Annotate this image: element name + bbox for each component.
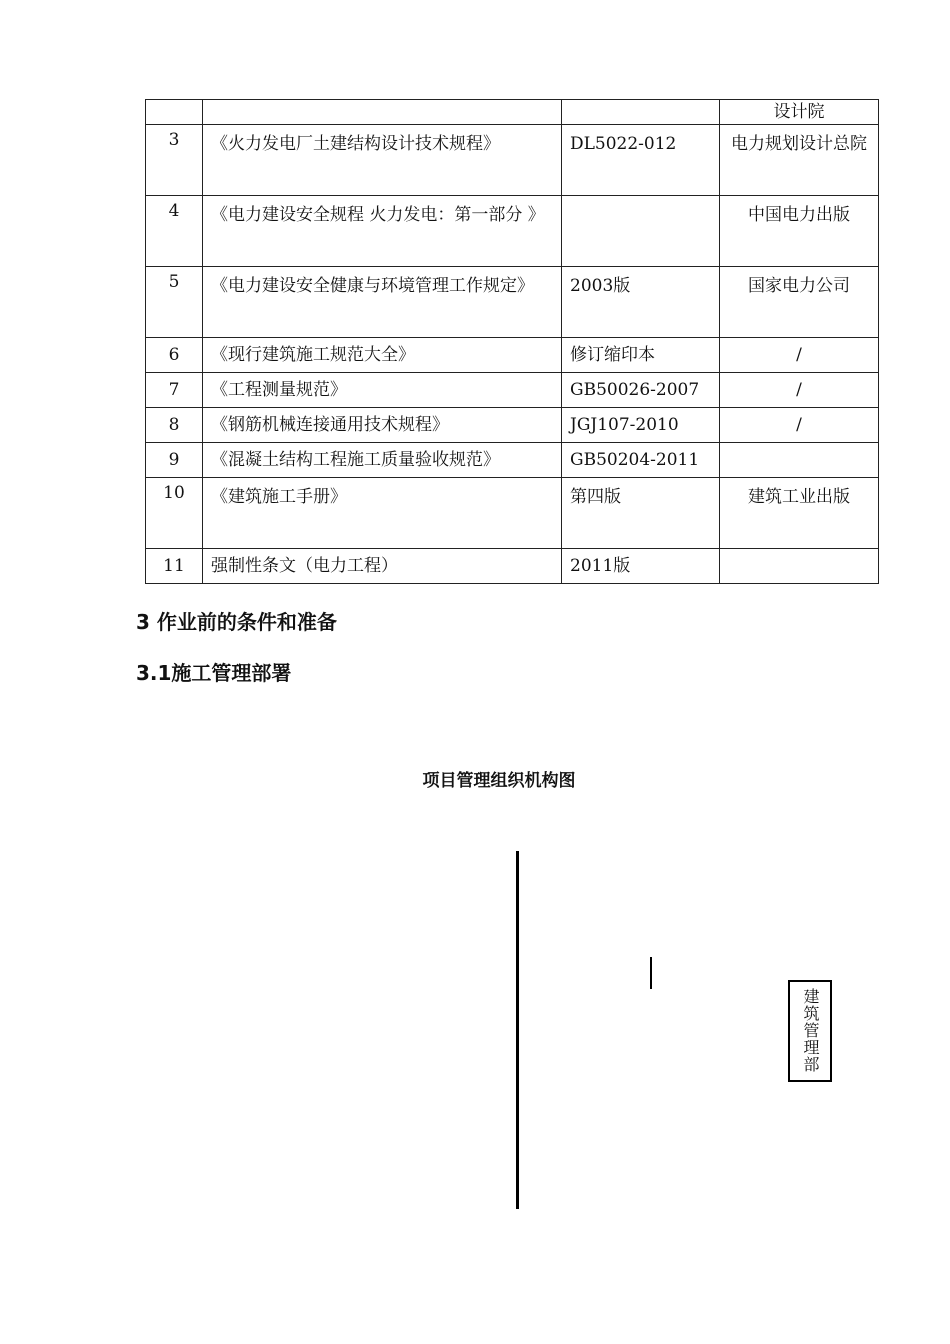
standard-name: 《电力建设安全规程 火力发电：第一部分 》: [203, 196, 562, 267]
table-row: [146, 373, 879, 408]
table-row: [146, 100, 879, 125]
table-row: [146, 338, 879, 373]
table-row: [146, 267, 879, 338]
standard-name: 《混凝土结构工程施工质量验收规范》: [203, 443, 562, 478]
row-number: 10: [146, 478, 203, 549]
standard-code: GB50026-2007: [562, 373, 720, 408]
row-number: 8: [146, 408, 203, 443]
standard-code: GB50204-2011: [562, 443, 720, 478]
org-chart-title: 项目管理组织机构图: [422, 771, 576, 791]
table-row: [146, 125, 879, 196]
table-row: [146, 549, 879, 584]
reference-standards-table: [145, 99, 879, 584]
standard-name: 《工程测量规范》: [203, 373, 562, 408]
standard-code: 修订缩印本: [562, 338, 720, 373]
row-number: [146, 100, 203, 125]
table-row: [146, 443, 879, 478]
row-number: 9: [146, 443, 203, 478]
standard-name: [203, 100, 562, 125]
standard-code: 第四版: [562, 478, 720, 549]
standard-name: 《电力建设安全健康与环境管理工作规定》: [203, 267, 562, 338]
publisher: [720, 549, 879, 584]
publisher: 国家电力公司: [720, 267, 879, 338]
standard-code: 2003版: [562, 267, 720, 338]
row-number: 7: [146, 373, 203, 408]
standard-name: 《现行建筑施工规范大全》: [203, 338, 562, 373]
publisher: 建筑工业出版: [720, 478, 879, 549]
publisher: /: [720, 373, 879, 408]
standard-name: 《钢筋机械连接通用技术规程》: [203, 408, 562, 443]
publisher: /: [720, 338, 879, 373]
org-chart-connector-line: [650, 957, 652, 989]
row-number: 11: [146, 549, 203, 584]
table-row: [146, 408, 879, 443]
standard-code: [562, 100, 720, 125]
publisher: /: [720, 408, 879, 443]
table-row: [146, 196, 879, 267]
standard-code: 2011版: [562, 549, 720, 584]
dept-box-label: 建筑管理部: [801, 988, 820, 1073]
standard-code: DL5022-012: [562, 125, 720, 196]
standard-name: 《建筑施工手册》: [203, 478, 562, 549]
subsection-heading: 3.1施工管理部署: [136, 661, 292, 685]
row-number: 4: [146, 196, 203, 267]
publisher: 中国电力出版: [720, 196, 879, 267]
standard-code: [562, 196, 720, 267]
publisher: 设计院: [720, 100, 879, 125]
org-chart-dept-box: [788, 980, 832, 1082]
table-row: [146, 478, 879, 549]
publisher: [720, 443, 879, 478]
org-chart-connector-line: [516, 851, 519, 1209]
standard-name: 强制性条文（电力工程）: [203, 549, 562, 584]
row-number: 5: [146, 267, 203, 338]
publisher: 电力规划设计总院: [720, 125, 879, 196]
row-number: 3: [146, 125, 203, 196]
row-number: 6: [146, 338, 203, 373]
standard-name: 《火力发电厂土建结构设计技术规程》: [203, 125, 562, 196]
section-heading: 3 作业前的条件和准备: [136, 610, 337, 634]
standard-code: JGJ107-2010: [562, 408, 720, 443]
